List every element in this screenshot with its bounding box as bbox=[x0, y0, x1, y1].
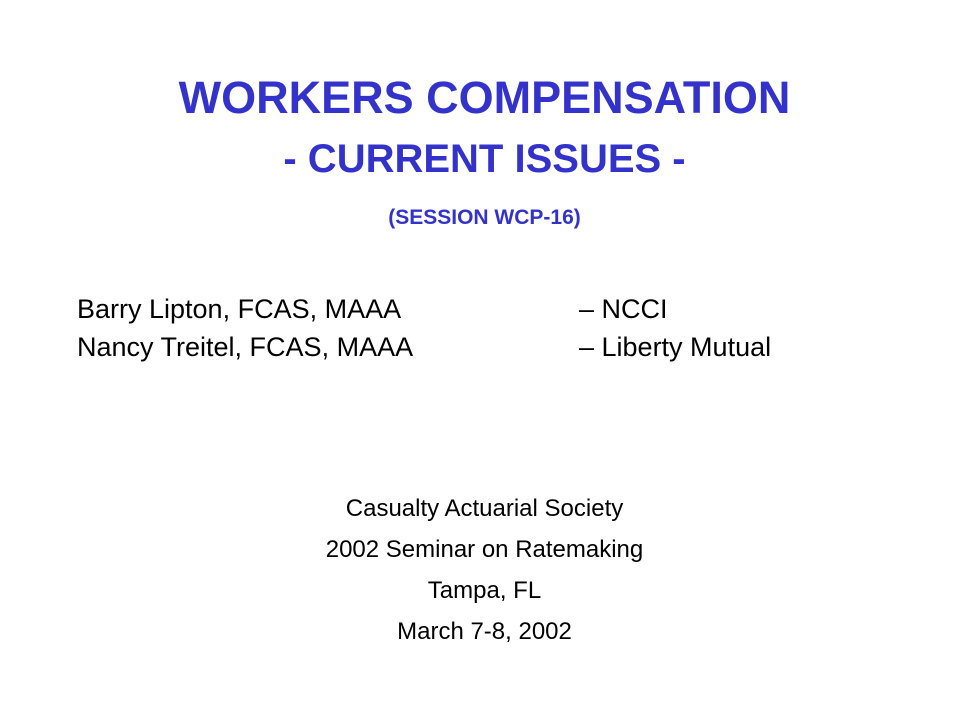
presenter-organization: – Liberty Mutual bbox=[579, 332, 772, 362]
title-line-1: WORKERS COMPENSATION bbox=[178, 72, 791, 123]
presenter-name: Nancy Treitel, FCAS, MAAA bbox=[77, 332, 414, 362]
presenter-name: Barry Lipton, FCAS, MAAA bbox=[77, 294, 402, 324]
event-organization: Casualty Actuarial Society bbox=[345, 495, 624, 522]
event-seminar: 2002 Seminar on Ratemaking bbox=[325, 536, 644, 563]
event-details bbox=[0, 488, 969, 652]
event-dates: March 7-8, 2002 bbox=[397, 618, 572, 645]
presenter-organization: – NCCI bbox=[579, 294, 668, 324]
event-location: Tampa, FL bbox=[427, 577, 542, 604]
session-code: (SESSION WCP-16) bbox=[388, 206, 581, 229]
title-line-2: - CURRENT ISSUES - bbox=[283, 137, 686, 181]
